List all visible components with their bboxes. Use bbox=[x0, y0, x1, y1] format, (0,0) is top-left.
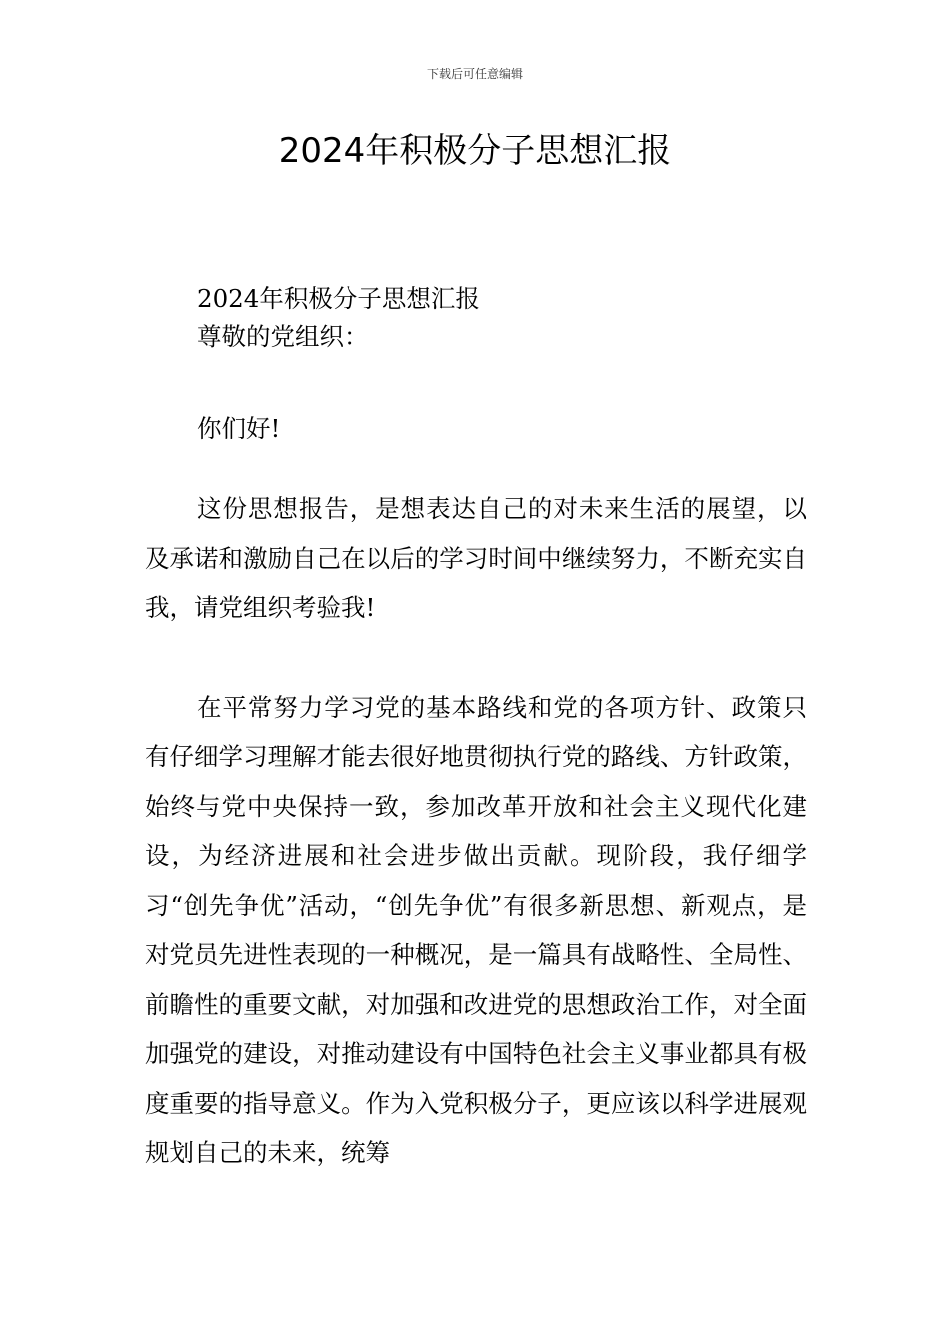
subtitle-line: 2024年积极分子思想汇报 bbox=[197, 284, 480, 313]
header-note: 下载后可任意编辑 bbox=[426, 67, 523, 81]
salutation: 尊敬的党组织： bbox=[197, 322, 369, 351]
document-title: 2024年积极分子思想汇报 bbox=[278, 131, 672, 171]
paragraph-2: 在平常努力学习党的基本路线和党的各项方针、政策只有仔细学习理解才能去很好地贯彻执行党的路线、方针政策，始终与党中央保持一致，参加改革开放和社会主义现代化建设，为经济进展和社会进步做出贡献。现阶段，我仔细学习“创先争优”活动，“创先争优”有很多新思想、新观点，是对党员先进性表现的一种概况，是一篇具有战略性、全局性、前瞻性的重要文献，对加强和改进党的思想政治工作，对全面加强党的建设，对推动建设有中国特色社会主义事业都具有极度重要的指导意义。作为入党积极分子，更应该以科学进展观规划自己的未来，统筹 bbox=[145, 692, 807, 1167]
greeting: 你们好! bbox=[197, 414, 281, 443]
paragraph-1: 这份思想报告，是想表达自己的对未来生活的展望，以及承诺和激励自己在以后的学习时间中继续努力，不断充实自我，请党组织考验我! bbox=[145, 494, 807, 622]
document-body bbox=[145, 280, 807, 1178]
